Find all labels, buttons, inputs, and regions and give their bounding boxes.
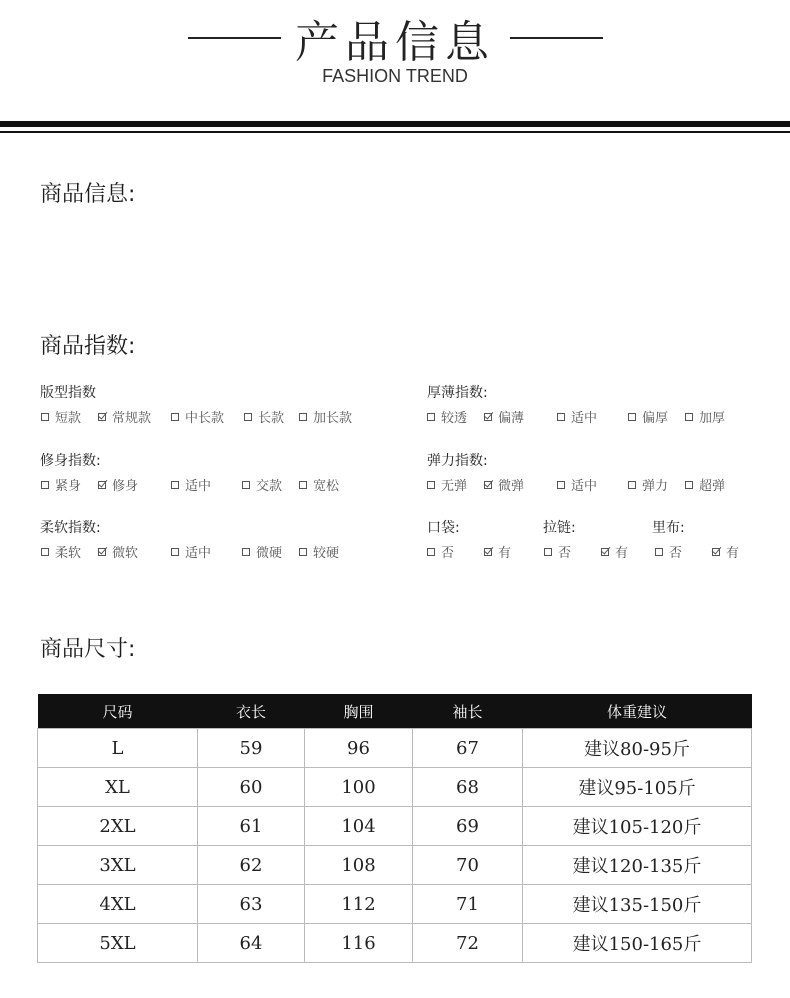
- checkbox-icon: [427, 413, 435, 421]
- option-lining-yes[interactable]: 有: [712, 542, 739, 561]
- table-cell: L: [38, 729, 198, 768]
- index-label-fit: 版型指数: [40, 385, 96, 401]
- table-row: [38, 807, 752, 846]
- checked-checkbox-icon: [712, 548, 720, 556]
- column-header-length: 衣长: [198, 694, 305, 729]
- table-header-row: [38, 694, 752, 729]
- option-thickness-thin[interactable]: 偏薄: [484, 407, 524, 426]
- checked-checkbox-icon: [601, 548, 609, 556]
- table-cell: 2XL: [38, 807, 198, 846]
- checkbox-icon: [242, 548, 250, 556]
- page-subtitle: FASHION TREND: [322, 66, 468, 86]
- table-cell: 116: [305, 924, 413, 963]
- checkbox-icon: [685, 481, 693, 489]
- option-pocket-yes[interactable]: 有: [484, 542, 511, 561]
- checkbox-icon: [41, 481, 49, 489]
- table-cell: 108: [305, 846, 413, 885]
- table-cell: 建议135-150斤: [523, 885, 752, 924]
- checkbox-icon: [557, 413, 565, 421]
- option-thickness-extra-thick[interactable]: 加厚: [685, 407, 725, 426]
- option-soft-medium[interactable]: 适中: [171, 542, 211, 561]
- option-fit-short[interactable]: 短款: [41, 407, 81, 426]
- table-cell: 71: [413, 885, 523, 924]
- column-header-weight: 体重建议: [523, 694, 752, 729]
- table-cell: 3XL: [38, 846, 198, 885]
- option-soft-slightly-hard[interactable]: 微硬: [242, 542, 282, 561]
- index-label-zipper: 拉链:: [543, 520, 576, 536]
- checkbox-icon: [171, 481, 179, 489]
- option-zipper-yes[interactable]: 有: [601, 542, 628, 561]
- table-cell: 60: [198, 768, 305, 807]
- option-fit-long[interactable]: 长款: [244, 407, 284, 426]
- table-cell: 5XL: [38, 924, 198, 963]
- header-divider-thin: [0, 131, 790, 133]
- column-header-sleeve: 袖长: [413, 694, 523, 729]
- option-soft-hard[interactable]: 较硬: [299, 542, 339, 561]
- checked-checkbox-icon: [98, 481, 106, 489]
- table-cell: 64: [198, 924, 305, 963]
- checked-checkbox-icon: [98, 548, 106, 556]
- option-thickness-thick[interactable]: 偏厚: [628, 407, 668, 426]
- checkbox-icon: [171, 413, 179, 421]
- checkbox-icon: [655, 548, 663, 556]
- checkbox-icon: [299, 481, 307, 489]
- page-title: 产品信息: [295, 17, 495, 68]
- index-label-pocket: 口袋:: [427, 520, 460, 536]
- option-elastic-slight[interactable]: 微弹: [484, 475, 524, 494]
- option-zipper-no[interactable]: 否: [544, 542, 571, 561]
- table-cell: 69: [413, 807, 523, 846]
- checkbox-icon: [628, 413, 636, 421]
- table-cell: 67: [413, 729, 523, 768]
- index-label-softness: 柔软指数:: [40, 520, 101, 536]
- checked-checkbox-icon: [484, 481, 492, 489]
- option-fit-mid-long[interactable]: 中长款: [171, 407, 224, 426]
- option-soft-soft[interactable]: 柔软: [41, 542, 81, 561]
- table-cell: 62: [198, 846, 305, 885]
- option-elastic-stretch[interactable]: 弹力: [628, 475, 668, 494]
- column-header-size: 尺码: [38, 694, 198, 729]
- table-row: [38, 846, 752, 885]
- table-row: [38, 729, 752, 768]
- checkbox-icon: [244, 413, 252, 421]
- checked-checkbox-icon: [484, 548, 492, 556]
- index-label-elastic: 弹力指数:: [427, 453, 488, 469]
- option-soft-slightly-soft[interactable]: 微软: [98, 542, 138, 561]
- checkbox-icon: [242, 481, 250, 489]
- section-product-size: 商品尺寸:: [40, 637, 136, 662]
- table-cell: 建议95-105斤: [523, 768, 752, 807]
- option-fit-regular[interactable]: 常规款: [98, 407, 151, 426]
- table-cell: 100: [305, 768, 413, 807]
- table-cell: 63: [198, 885, 305, 924]
- option-slim-tight[interactable]: 紧身: [41, 475, 81, 494]
- table-cell: 建议105-120斤: [523, 807, 752, 846]
- checkbox-icon: [41, 413, 49, 421]
- section-product-index: 商品指数:: [40, 334, 136, 359]
- table-cell: 68: [413, 768, 523, 807]
- option-pocket-no[interactable]: 否: [427, 542, 454, 561]
- checkbox-icon: [427, 548, 435, 556]
- option-slim-medium[interactable]: 适中: [171, 475, 211, 494]
- option-thickness-medium[interactable]: 适中: [557, 407, 597, 426]
- table-cell: 96: [305, 729, 413, 768]
- column-header-chest: 胸围: [305, 694, 413, 729]
- checkbox-icon: [171, 548, 179, 556]
- table-cell: 70: [413, 846, 523, 885]
- checkbox-icon: [544, 548, 552, 556]
- option-elastic-none[interactable]: 无弹: [427, 475, 467, 494]
- section-product-info: 商品信息:: [40, 182, 136, 207]
- index-label-thickness: 厚薄指数:: [427, 385, 488, 401]
- option-slim-fitted[interactable]: 修身: [98, 475, 138, 494]
- option-slim-jiao[interactable]: 交款: [242, 475, 282, 494]
- checked-checkbox-icon: [98, 413, 106, 421]
- table-cell: 59: [198, 729, 305, 768]
- table-cell: 112: [305, 885, 413, 924]
- checkbox-icon: [299, 548, 307, 556]
- checkbox-icon: [685, 413, 693, 421]
- table-cell: XL: [38, 768, 198, 807]
- checkbox-icon: [427, 481, 435, 489]
- checkbox-icon: [299, 413, 307, 421]
- checkbox-icon: [557, 481, 565, 489]
- table-cell: 建议120-135斤: [523, 846, 752, 885]
- option-fit-extra-long[interactable]: 加长款: [299, 407, 352, 426]
- option-elastic-medium[interactable]: 适中: [557, 475, 597, 494]
- header-divider-thick: [0, 121, 790, 127]
- checked-checkbox-icon: [484, 413, 492, 421]
- option-slim-loose[interactable]: 宽松: [299, 475, 339, 494]
- table-cell: 建议80-95斤: [523, 729, 752, 768]
- table-row: [38, 768, 752, 807]
- table-cell: 建议150-165斤: [523, 924, 752, 963]
- table-cell: 61: [198, 807, 305, 846]
- table-cell: 104: [305, 807, 413, 846]
- table-cell: 72: [413, 924, 523, 963]
- option-lining-no[interactable]: 否: [655, 542, 682, 561]
- table-row: [38, 924, 752, 963]
- index-label-slim: 修身指数:: [40, 453, 101, 469]
- table-row: [38, 885, 752, 924]
- size-table: [37, 694, 752, 963]
- table-cell: 4XL: [38, 885, 198, 924]
- option-thickness-sheer[interactable]: 较透: [427, 407, 467, 426]
- checkbox-icon: [628, 481, 636, 489]
- checkbox-icon: [41, 548, 49, 556]
- option-elastic-super[interactable]: 超弹: [685, 475, 725, 494]
- index-label-lining: 里布:: [652, 520, 685, 536]
